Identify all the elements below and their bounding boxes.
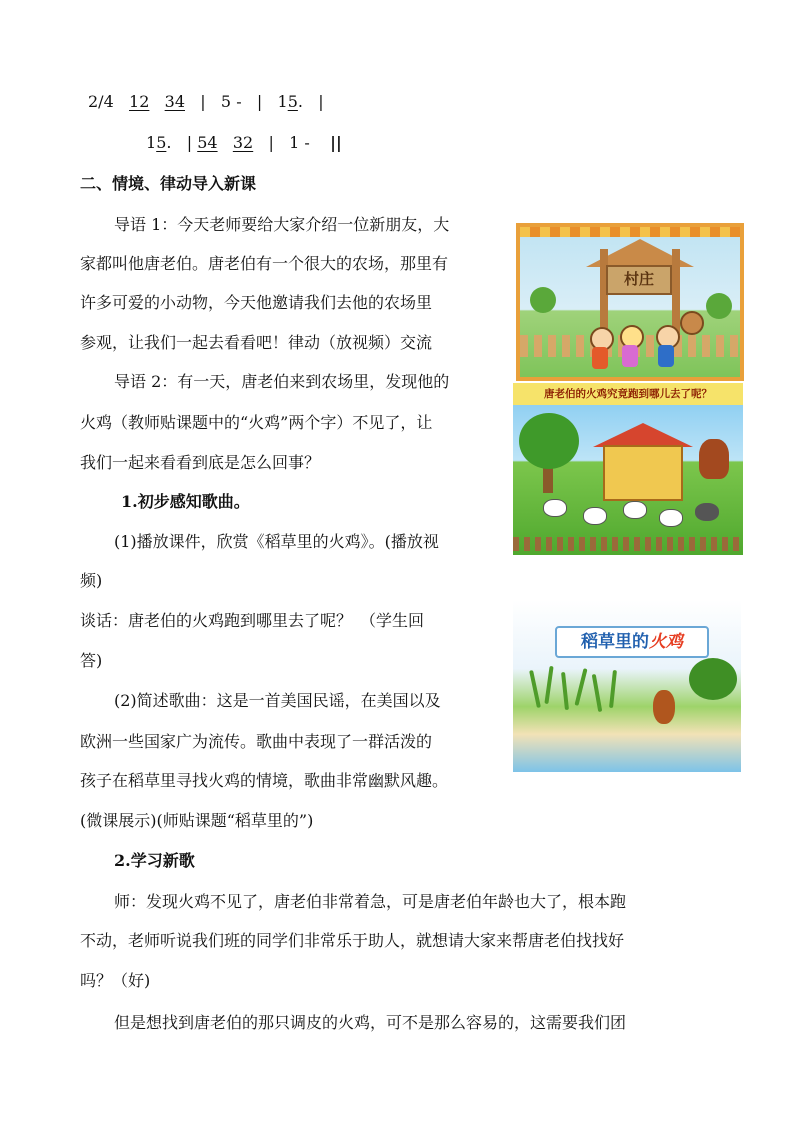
tree-icon	[519, 413, 579, 469]
p2-line2: 欧洲一些国家广为流传。歌曲中表现了一群活泼的	[80, 732, 433, 751]
note: 1	[146, 133, 157, 152]
child-icon	[680, 311, 704, 335]
grass-blade	[574, 668, 587, 706]
grass-blade	[609, 670, 617, 708]
song-title-illustration	[513, 600, 741, 772]
tree-icon	[706, 293, 732, 319]
animal-icon	[623, 501, 647, 519]
p2-line1: (2)简述歌曲：这是一首美国民谣，在美国以及	[114, 691, 441, 710]
child-body	[622, 345, 638, 367]
notation-line-2	[146, 133, 342, 153]
section-heading: 二、情境、律动导入新课	[80, 174, 257, 193]
song-title-card	[555, 626, 709, 658]
guide1-line1: 导语 1：今天老师要给大家介绍一位新朋友，大	[114, 215, 450, 234]
border-stripe	[520, 227, 740, 237]
guide2-line2: 火鸡（教师贴课题中的“火鸡”两个字）不见了，让	[80, 413, 433, 432]
barline: |	[318, 92, 324, 111]
note: 5 -	[220, 92, 242, 111]
turkey-icon	[699, 439, 729, 479]
step1-heading: 1.初步感知歌曲。	[121, 492, 250, 511]
guide2-line3: 我们一起来看看到底是怎么回事？	[80, 453, 321, 472]
barline: |	[186, 133, 193, 152]
grass-blade	[592, 674, 603, 712]
grass-blade	[544, 666, 553, 704]
barline: |	[256, 92, 263, 111]
child-body	[658, 345, 674, 367]
farm-banner: 唐老伯的火鸡究竟跑到哪儿去了呢？	[513, 383, 743, 405]
animal-icon	[659, 509, 683, 527]
fence	[513, 537, 743, 551]
turkey-icon	[653, 690, 675, 724]
note-group: 54	[197, 133, 218, 152]
title-part2: 火鸡	[649, 632, 683, 652]
p2-line3: 孩子在稻草里寻找火鸡的情境，歌曲非常幽默风趣。	[80, 771, 449, 790]
teacher-line1: 师：发现火鸡不见了，唐老伯非常着急，可是唐老伯年龄也大了，根本跑	[114, 892, 627, 911]
tree-icon	[530, 287, 556, 313]
village-illustration	[516, 223, 744, 381]
note: 5	[287, 92, 298, 111]
barline: |	[200, 92, 206, 111]
note: 1	[277, 92, 288, 111]
guide2-line1: 导语 2：有一天，唐老伯来到农场里，发现他的	[114, 372, 450, 391]
title-part1: 稻草里的	[581, 632, 649, 652]
teacher-line4: 但是想找到唐老伯的那只调皮的火鸡，可不是那么容易的，这需要我们团	[114, 1013, 627, 1032]
note-group: 32	[232, 133, 254, 152]
child-body	[592, 347, 608, 369]
guide1-line4: 参观，让我们一起去看看吧！律动（放视频）交流	[80, 333, 433, 352]
meter: 2/4	[88, 92, 114, 111]
teacher-line3: 吗？（好)	[80, 971, 151, 990]
animal-icon	[543, 499, 567, 517]
farmhouse	[603, 445, 683, 501]
talk-line2: 答)	[80, 651, 103, 670]
house-roof	[593, 423, 693, 447]
note-group: 12	[129, 92, 150, 111]
teacher-line2: 不动，老师听说我们班的同学们非常乐于助人，就想请大家来帮唐老伯找找好	[80, 931, 625, 950]
talk-line1: 谈话：唐老伯的火鸡跑到哪里去了呢？ （学生回	[80, 611, 425, 630]
dot: .	[166, 133, 172, 152]
bush-icon	[689, 658, 737, 700]
note: 1 -	[289, 133, 310, 152]
farm-illustration	[513, 383, 743, 555]
animal-icon	[695, 503, 719, 521]
animal-icon	[583, 507, 607, 525]
p1-line2: 频)	[80, 571, 103, 590]
note: 5	[156, 133, 167, 152]
barline: |	[268, 133, 274, 152]
p2-line4: (微课展示)(师贴课题“稻草里的”)	[80, 811, 314, 830]
grass-blade	[529, 670, 541, 708]
note-group: 34	[164, 92, 185, 111]
p1-line1: (1)播放课件，欣赏《稻草里的火鸡》。(播放视	[114, 532, 439, 551]
notation-line-1	[88, 92, 324, 112]
guide1-line2: 家都叫他唐老伯。唐老伯有一个很大的农场，那里有	[80, 254, 449, 273]
village-sign: 村庄	[606, 265, 672, 295]
guide1-line3: 许多可爱的小动物，今天他邀请我们去他的农场里	[80, 293, 433, 312]
step2-heading: 2.学习新歌	[114, 851, 195, 870]
grass-blade	[561, 672, 569, 710]
dot: .	[297, 92, 303, 111]
end-barline: ||	[330, 133, 342, 152]
